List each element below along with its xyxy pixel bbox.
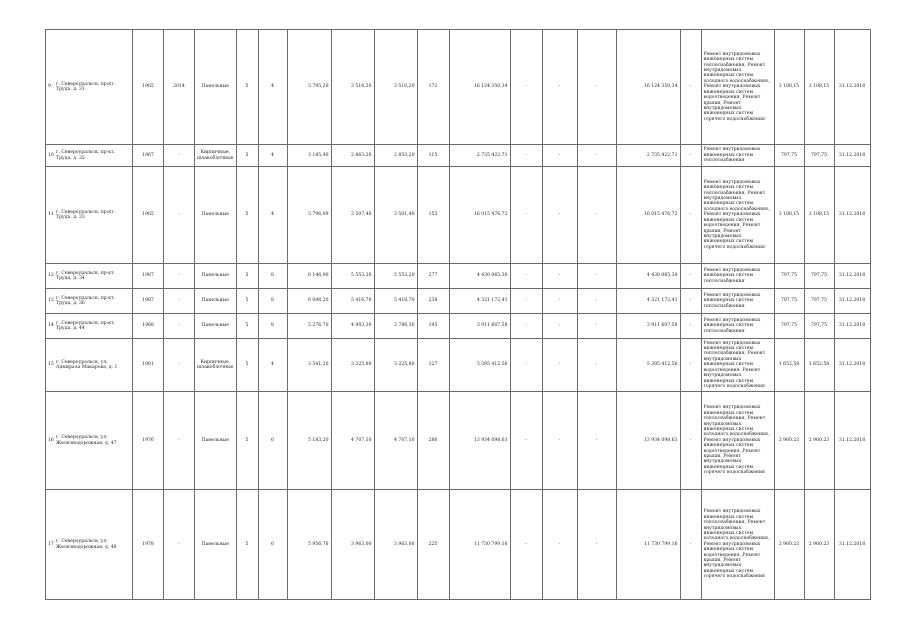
residents-cell: 155	[417, 167, 449, 264]
year-built-cell: 1965	[133, 30, 164, 145]
entrances-cell: 8	[258, 264, 287, 289]
other-funds-cell: -	[680, 264, 701, 289]
max-unit-cost-cell: 2 960,23	[804, 392, 834, 490]
year-built-cell: 1965	[133, 167, 164, 264]
table-row	[46, 314, 871, 339]
fund-cell: -	[510, 289, 542, 314]
residential-area-cell: 4 707,10	[374, 392, 417, 490]
total-cost-cell: 5 395 412,56	[449, 339, 510, 392]
wall-material-cell: Панельные	[195, 167, 237, 264]
year-commissioned-cell: -	[164, 167, 195, 264]
wall-material-cell: Панельные	[195, 490, 237, 600]
fund-cell: -	[510, 145, 542, 167]
table-row	[46, 392, 871, 490]
entrances-cell: 4	[258, 167, 287, 264]
entrances-cell: 6	[258, 490, 287, 600]
local-budget-cell: -	[577, 30, 616, 145]
total-area-cell: 3 795,20	[287, 30, 331, 145]
max-unit-cost-cell: 2 960,23	[804, 490, 834, 600]
unit-cost-cell: 797,75	[774, 289, 804, 314]
residents-cell: 286	[417, 392, 449, 490]
address-cell: 12 г. Североуральск, пр-кт. Труда, д. 34	[46, 264, 133, 289]
residents-cell: 172	[417, 30, 449, 145]
local-budget-cell: -	[577, 289, 616, 314]
table-row	[46, 264, 871, 289]
work-types-cell: Ремонт внутридомовых инженерных систем теплоснабжения, Ремонт внутридомовых инженерных систем водоотведения, Ремонт внутридомовых инженерных систем горячего водоснабжения	[701, 339, 774, 392]
residential-area-cell: 5 553,20	[374, 264, 417, 289]
completion-date-cell: 31.12.2018	[834, 314, 870, 339]
total-cost-cell: 3 911 607,58	[449, 314, 510, 339]
regional-budget-cell: -	[542, 264, 577, 289]
total-cost-cell: 4 430 065,30	[449, 264, 510, 289]
other-funds-cell: -	[680, 145, 701, 167]
year-commissioned-cell: -	[164, 392, 195, 490]
total-cost-cell: 16 124 350,34	[449, 30, 510, 145]
unit-cost-cell: 797,75	[774, 314, 804, 339]
year-commissioned-cell: 2014	[164, 30, 195, 145]
year-built-cell: 1987	[133, 289, 164, 314]
local-budget-cell: -	[577, 145, 616, 167]
local-budget-cell: -	[577, 339, 616, 392]
premises-area-cell: 3 507,40	[331, 167, 374, 264]
fund-cell: -	[510, 339, 542, 392]
work-types-cell: Ремонт внутридомовых инженерных систем теплоснабжения	[701, 264, 774, 289]
owners-funds-cell: 3 911 607,58	[616, 314, 680, 339]
other-funds-cell: -	[680, 392, 701, 490]
completion-date-cell: 31.12.2018	[834, 339, 870, 392]
owners-funds-cell: 4 321 172,41	[616, 289, 680, 314]
wall-material-cell: Панельные	[195, 30, 237, 145]
total-area-cell: 5 276,70	[287, 314, 331, 339]
owners-funds-cell: 16 015 476,72	[616, 167, 680, 264]
residential-area-cell: 3 786,30	[374, 314, 417, 339]
max-unit-cost-cell: 797,75	[804, 145, 834, 167]
premises-area-cell: 4 903,30	[331, 314, 374, 339]
premises-area-cell: 5 416,70	[331, 289, 374, 314]
floors-cell: 5	[236, 339, 258, 392]
address-cell: 13 г. Североуральск, пр-кт. Труда, д. 36	[46, 289, 133, 314]
year-commissioned-cell: -	[164, 490, 195, 600]
regional-budget-cell: -	[542, 30, 577, 145]
floors-cell: 5	[236, 264, 258, 289]
floors-cell: 5	[236, 145, 258, 167]
regional-budget-cell: -	[542, 490, 577, 600]
address-cell: 14 г. Североуральск, пр-кт. Труда, д. 44	[46, 314, 133, 339]
year-built-cell: 1987	[133, 264, 164, 289]
housing-repair-table	[45, 29, 871, 600]
floors-cell: 5	[236, 30, 258, 145]
table-row	[46, 339, 871, 392]
unit-cost-cell: 3 108,15	[774, 30, 804, 145]
residents-cell: 238	[417, 289, 449, 314]
fund-cell: -	[510, 167, 542, 264]
owners-funds-cell: 16 124 350,34	[616, 30, 680, 145]
total-cost-cell: 2 735 422,71	[449, 145, 510, 167]
address-cell: 10 г. Североуральск, пр-кт. Труда, д. 32	[46, 145, 133, 167]
year-commissioned-cell: -	[164, 145, 195, 167]
year-commissioned-cell: -	[164, 289, 195, 314]
other-funds-cell: -	[680, 167, 701, 264]
premises-area-cell: 2 863,20	[331, 145, 374, 167]
max-unit-cost-cell: 797,75	[804, 289, 834, 314]
unit-cost-cell: 1 652,58	[774, 339, 804, 392]
work-types-cell: Ремонт внутридомовых инженерных систем теплоснабжения, Ремонт внутридомовых инженерных систем холодного водоснабжения, Ремонт внутридомовых инженерных систем водоотведения, Ремонт крыши, Ремонт внутридомовых инженерных систем горячего водоснабжения	[701, 167, 774, 264]
regional-budget-cell: -	[542, 392, 577, 490]
address-cell: 11 г. Североуральск, пр-кт. Труда, д. 33	[46, 167, 133, 264]
year-built-cell: 1978	[133, 490, 164, 600]
work-types-cell: Ремонт внутридомовых инженерных систем теплоснабжения, Ремонт внутридомовых инженерных систем холодного водоснабжения, Ремонт внутридомовых инженерных систем водоотведения, Ремонт крыши, Ремонт внутридомовых инженерных систем горячего водоснабжения	[701, 490, 774, 600]
premises-area-cell: 4 707,10	[331, 392, 374, 490]
table-row	[46, 30, 871, 145]
floors-cell: 5	[236, 167, 258, 264]
fund-cell: -	[510, 490, 542, 600]
floors-cell: 5	[236, 490, 258, 600]
completion-date-cell: 31.12.2018	[834, 289, 870, 314]
unit-cost-cell: 2 960,23	[774, 490, 804, 600]
local-budget-cell: -	[577, 490, 616, 600]
work-types-cell: Ремонт внутридомовых инженерных систем теплоснабжения	[701, 145, 774, 167]
wall-material-cell: Панельные	[195, 314, 237, 339]
total-cost-cell: 16 015 476,72	[449, 167, 510, 264]
premises-area-cell: 5 553,20	[331, 264, 374, 289]
unit-cost-cell: 797,75	[774, 264, 804, 289]
entrances-cell: 6	[258, 392, 287, 490]
other-funds-cell: -	[680, 339, 701, 392]
completion-date-cell: 31.12.2018	[834, 490, 870, 600]
work-types-cell: Ремонт внутридомовых инженерных систем теплоснабжения	[701, 314, 774, 339]
floors-cell: 5	[236, 314, 258, 339]
regional-budget-cell: -	[542, 339, 577, 392]
wall-material-cell: Панельные	[195, 264, 237, 289]
completion-date-cell: 31.12.2018	[834, 264, 870, 289]
year-commissioned-cell: -	[164, 314, 195, 339]
table-row	[46, 289, 871, 314]
residents-cell: 115	[417, 145, 449, 167]
local-budget-cell: -	[577, 314, 616, 339]
completion-date-cell: 31.12.2018	[834, 145, 870, 167]
total-area-cell: 3 185,40	[287, 145, 331, 167]
residential-area-cell: 3 501,40	[374, 167, 417, 264]
residential-area-cell: 3 225,80	[374, 339, 417, 392]
premises-area-cell: 3 225,80	[331, 339, 374, 392]
total-area-cell: 5 956,76	[287, 490, 331, 600]
entrances-cell: 8	[258, 314, 287, 339]
owners-funds-cell: 11 730 799,16	[616, 490, 680, 600]
year-built-cell: 1968	[133, 314, 164, 339]
year-commissioned-cell: -	[164, 339, 195, 392]
total-cost-cell: 13 934 098,63	[449, 392, 510, 490]
fund-cell: -	[510, 30, 542, 145]
residential-area-cell: 5 416,70	[374, 289, 417, 314]
residents-cell: 127	[417, 339, 449, 392]
total-cost-cell: 11 730 799,16	[449, 490, 510, 600]
max-unit-cost-cell: 797,75	[804, 314, 834, 339]
residential-area-cell: 2 853,20	[374, 145, 417, 167]
premises-area-cell: 3 518,20	[331, 30, 374, 145]
fund-cell: -	[510, 314, 542, 339]
residents-cell: 195	[417, 314, 449, 339]
premises-area-cell: 3 963,00	[331, 490, 374, 600]
max-unit-cost-cell: 3 108,15	[804, 30, 834, 145]
max-unit-cost-cell: 3 108,15	[804, 167, 834, 264]
unit-cost-cell: 2 960,23	[774, 392, 804, 490]
table-row	[46, 167, 871, 264]
regional-budget-cell: -	[542, 289, 577, 314]
total-area-cell: 5 183,20	[287, 392, 331, 490]
address-cell: 15 г. Североуральск, ул. Адмирала Макарова, д. 1	[46, 339, 133, 392]
regional-budget-cell: -	[542, 145, 577, 167]
other-funds-cell: -	[680, 30, 701, 145]
address-cell: 16 г. Североуральск, ул. Железнодорожная, д. 47	[46, 392, 133, 490]
unit-cost-cell: 797,75	[774, 145, 804, 167]
fund-cell: -	[510, 264, 542, 289]
other-funds-cell: -	[680, 490, 701, 600]
work-types-cell: Ремонт внутридомовых инженерных систем теплоснабжения, Ремонт внутридомовых инженерных систем холодного водоснабжения, Ремонт внутридомовых инженерных систем водоотведения, Ремонт крыши, Ремонт внутридомовых инженерных систем горячего водоснабжения	[701, 30, 774, 145]
residents-cell: 225	[417, 490, 449, 600]
completion-date-cell: 31.12.2018	[834, 167, 870, 264]
year-built-cell: 1967	[133, 145, 164, 167]
work-types-cell: Ремонт внутридомовых инженерных систем теплоснабжения, Ремонт внутридомовых инженерных систем холодного водоснабжения, Ремонт внутридомовых инженерных систем водоотведения, Ремонт крыши, Ремонт внутридомовых инженерных систем горячего водоснабжения	[701, 392, 774, 490]
year-built-cell: 1981	[133, 339, 164, 392]
fund-cell: -	[510, 392, 542, 490]
table-row	[46, 145, 871, 167]
year-built-cell: 1976	[133, 392, 164, 490]
regional-budget-cell: -	[542, 167, 577, 264]
other-funds-cell: -	[680, 289, 701, 314]
floors-cell: 5	[236, 289, 258, 314]
total-area-cell: 6 098,20	[287, 289, 331, 314]
floors-cell: 5	[236, 392, 258, 490]
max-unit-cost-cell: 1 652,58	[804, 339, 834, 392]
year-commissioned-cell: -	[164, 264, 195, 289]
unit-cost-cell: 3 108,15	[774, 167, 804, 264]
entrances-cell: 8	[258, 289, 287, 314]
local-budget-cell: -	[577, 264, 616, 289]
completion-date-cell: 31.12.2018	[834, 392, 870, 490]
max-unit-cost-cell: 797,75	[804, 264, 834, 289]
residential-area-cell: 3 510,20	[374, 30, 417, 145]
regional-budget-cell: -	[542, 314, 577, 339]
local-budget-cell: -	[577, 392, 616, 490]
wall-material-cell: Кирпичные, шлакоблочные	[195, 339, 237, 392]
address-cell: 9 г. Североуральск, пр-кт. Труда, д. 31	[46, 30, 133, 145]
owners-funds-cell: 5 395 412,56	[616, 339, 680, 392]
entrances-cell: 4	[258, 30, 287, 145]
other-funds-cell: -	[680, 314, 701, 339]
owners-funds-cell: 2 735 422,71	[616, 145, 680, 167]
total-area-cell: 6 146,90	[287, 264, 331, 289]
owners-funds-cell: 4 430 065,30	[616, 264, 680, 289]
table-row	[46, 490, 871, 600]
wall-material-cell: Кирпичные, шлакоблочные	[195, 145, 237, 167]
entrances-cell: 4	[258, 145, 287, 167]
entrances-cell: 4	[258, 339, 287, 392]
total-area-cell: 3 796,09	[287, 167, 331, 264]
local-budget-cell: -	[577, 167, 616, 264]
work-types-cell: Ремонт внутридомовых инженерных систем теплоснабжения	[701, 289, 774, 314]
residential-area-cell: 3 963,00	[374, 490, 417, 600]
residents-cell: 277	[417, 264, 449, 289]
total-area-cell: 3 541,20	[287, 339, 331, 392]
address-cell: 17 г. Североуральск, ул. Железнодорожная, д. 48	[46, 490, 133, 600]
owners-funds-cell: 13 934 098,63	[616, 392, 680, 490]
wall-material-cell: Панельные	[195, 392, 237, 490]
completion-date-cell: 31.12.2018	[834, 30, 870, 145]
total-cost-cell: 4 321 172,41	[449, 289, 510, 314]
wall-material-cell: Панельные	[195, 289, 237, 314]
